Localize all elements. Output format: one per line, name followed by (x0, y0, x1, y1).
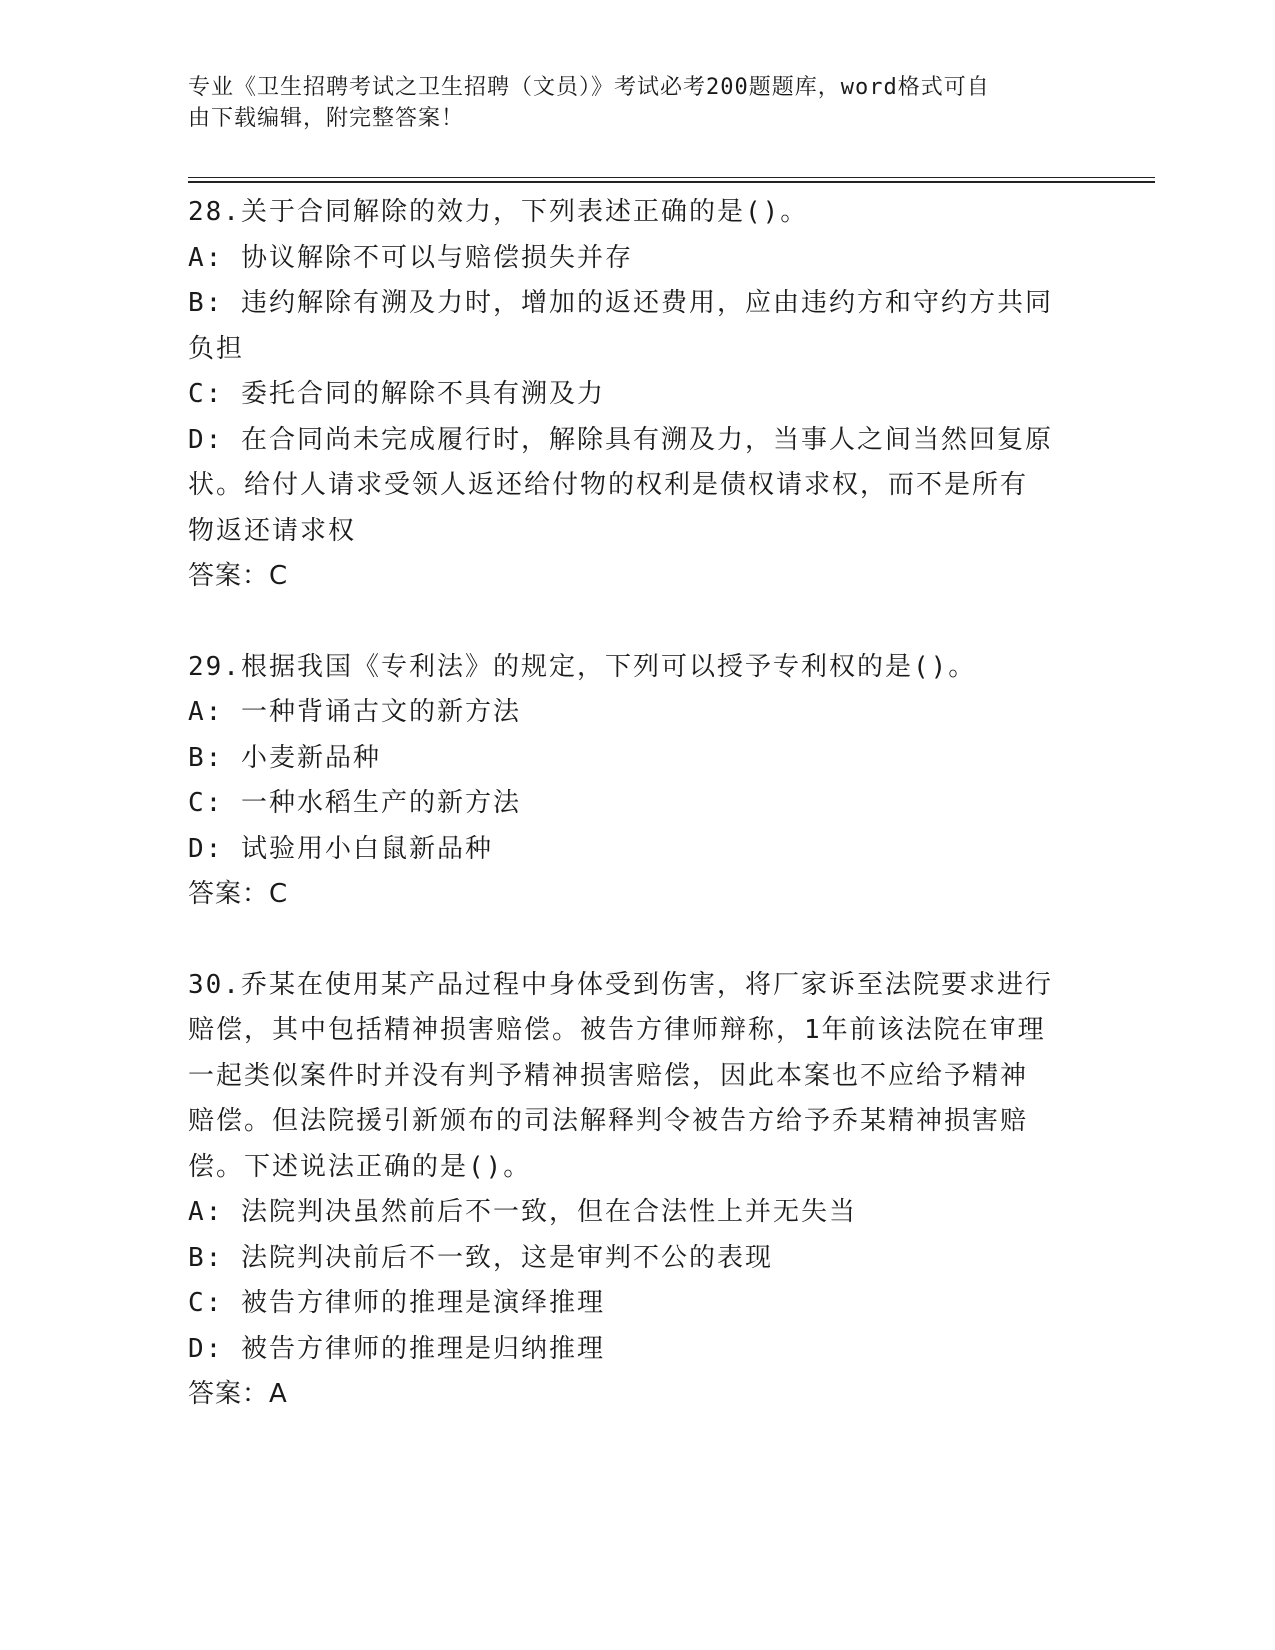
option-d: D: 被告方律师的推理是归纳推理 (188, 1333, 605, 1364)
question-stem: 30.乔某在使用某产品过程中身体受到伤害，将厂家诉至法院要求进行 (188, 969, 1053, 1000)
question-29 (188, 645, 1088, 918)
option-d-continued: 物返还请求权 (188, 515, 357, 546)
question-stem-continued: 赔偿。但法院援引新颁布的司法解释判令被告方给予乔某精神损害赔 (188, 1106, 1029, 1136)
answer-label: 答案：A (188, 1379, 288, 1409)
question-30 (188, 963, 1088, 1418)
answer-label: 答案：C (188, 561, 289, 591)
header-line-2: 由下载编辑，附完整答案！ (188, 106, 465, 131)
option-d-continued: 状。给付人请求受领人返还给付物的权利是债权请求权，而不是所有 (188, 470, 1029, 500)
option-d: D: 试验用小白鼠新品种 (188, 833, 493, 864)
header-line-1: 专业《卫生招聘考试之卫生招聘（文员）》考试必考200题题库，word格式可自 (188, 75, 990, 100)
header-divider-thick (188, 181, 1155, 183)
question-28 (188, 190, 1088, 600)
question-stem: 28.关于合同解除的效力，下列表述正确的是()。 (188, 197, 809, 227)
document-header (188, 72, 1068, 134)
question-stem-continued: 一起类似案件时并没有判予精神损害赔偿，因此本案也不应给予精神 (188, 1060, 1029, 1091)
option-b: B: 违约解除有溯及力时，增加的返还费用，应由违约方和守约方共同 (188, 288, 1053, 318)
question-stem-continued: 偿。下述说法正确的是()。 (188, 1151, 532, 1182)
answer-label: 答案：C (188, 879, 289, 909)
question-stem-continued: 赔偿，其中包括精神损害赔偿。被告方律师辩称，1年前该法院在审理 (188, 1015, 1046, 1045)
option-c: C: 被告方律师的推理是演绎推理 (188, 1288, 605, 1318)
option-b: B: 法院判决前后不一致，这是审判不公的表现 (188, 1242, 773, 1273)
option-b: B: 小麦新品种 (188, 742, 381, 773)
option-a: A: 协议解除不可以与赔偿损失并存 (188, 242, 633, 273)
question-list (188, 190, 1088, 1418)
option-a: A: 法院判决虽然前后不一致，但在合法性上并无失当 (188, 1197, 857, 1227)
option-d: D: 在合同尚未完成履行时，解除具有溯及力，当事人之间当然回复原 (188, 424, 1053, 455)
option-b-continued: 负担 (188, 333, 245, 364)
option-c: C: 委托合同的解除不具有溯及力 (188, 379, 605, 409)
header-divider-thin (188, 177, 1155, 178)
option-c: C: 一种水稻生产的新方法 (188, 788, 521, 818)
option-a: A: 一种背诵古文的新方法 (188, 697, 521, 727)
question-stem: 29.根据我国《专利法》的规定，下列可以授予专利权的是()。 (188, 651, 977, 682)
